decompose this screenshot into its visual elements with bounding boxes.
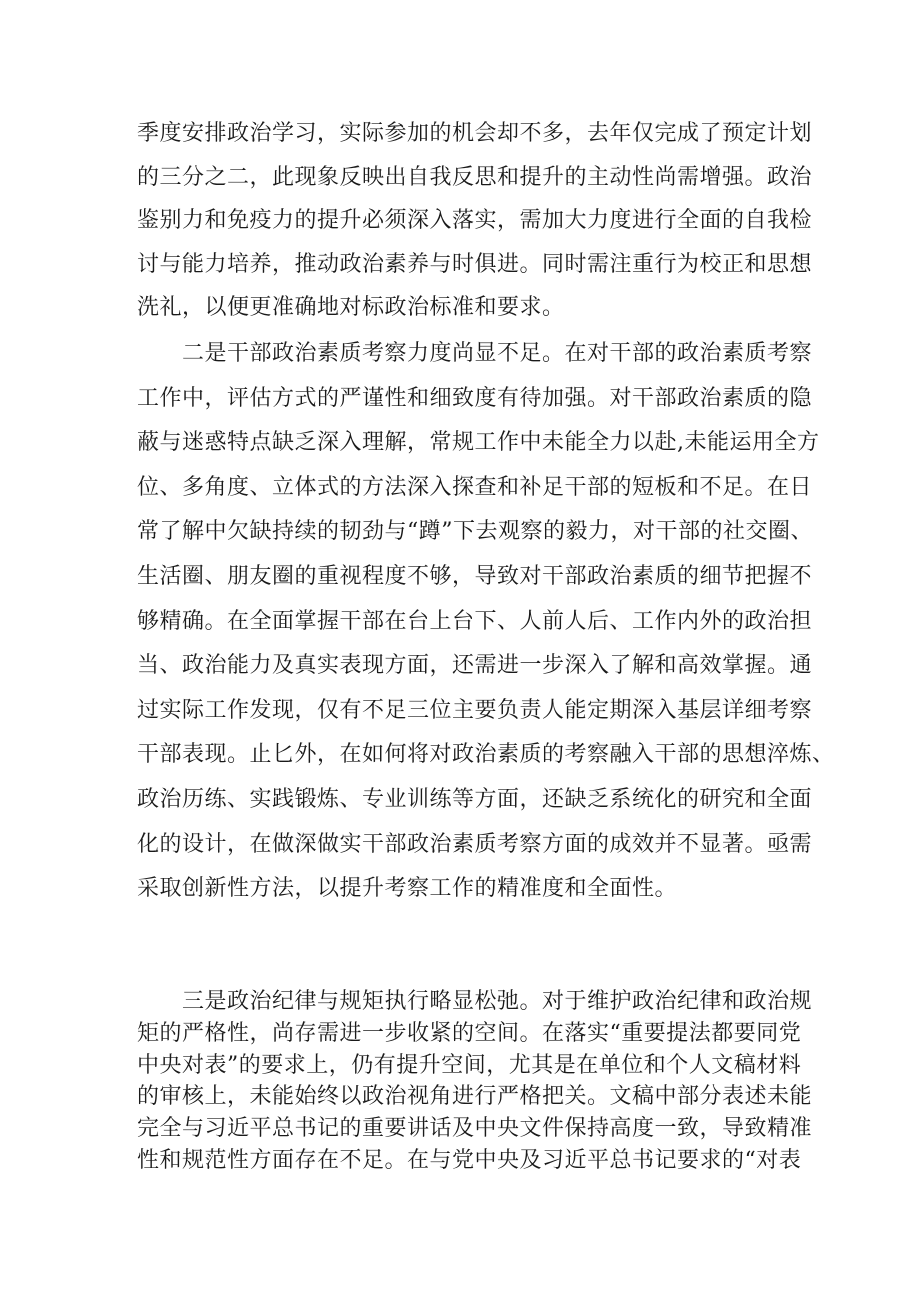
text-line: 中央对表”的要求上，仍有提升空间，尤其是在单位和个人文稿材料 (137, 1052, 802, 1078)
text-line: 生活圈、朋友圈的重视程度不够，导致对干部政治素质的细节把握不 (137, 563, 813, 589)
text-line: 完全与习近平总书记的重要讲话及中央文件保持高度一致，导致精准 (137, 1116, 813, 1142)
text-line: 性和规范性方面存在不足。在与党中央及习近平总书记要求的“对表 (137, 1147, 802, 1173)
paragraph-discipline (137, 986, 813, 1177)
text-line: 当、政治能力及真实表现方面，还需进一步深入了解和高效掌握。通 (137, 653, 813, 679)
text-line: 的审核上，未能始终以政治视角进行严格把关。文稿中部分表述未能 (137, 1084, 813, 1110)
text-line: 矩的严格性，尚存需进一步收紧的空间。在落实“重要提法都要同党 (137, 1020, 802, 1046)
text-line: 工作中，评估方式的严谨性和细致度有待加强。对干部政治素质的隐 (137, 385, 813, 411)
paragraph-cadre-inspection (137, 332, 835, 912)
text-line: 蔽与迷惑特点缺乏深入理解，常规工作中未能全力以赴,未能运用全方 (137, 430, 820, 456)
text-line: 够精确。在全面掌握干部在台上台下、人前人后、工作内外的政治担 (137, 608, 813, 634)
paragraph-continuation (137, 112, 813, 330)
text-line: 洗礼，以便更准确地对标政治标准和要求。 (137, 295, 565, 320)
text-line: 的三分之二，此现象反映出自我反思和提升的主动性尚需增强。政治 (137, 164, 813, 190)
text-line: 讨与能力培养，推动政治素养与时俱进。同时需注重行为校正和思想 (137, 251, 813, 277)
text-line: 三是政治纪律与规矩执行略显松弛。对于维护政治纪律和政治规 (137, 989, 813, 1014)
text-line: 干部表现。止匕外，在如何将对政治素质的考察融入干部的思想淬炼、 (137, 742, 835, 768)
text-line: 政治历练、实践锻炼、专业训练等方面，还缺乏系统化的研究和全面 (137, 786, 813, 812)
text-line: 位、多角度、立体式的方法深入探查和补足干部的短板和不足。在日 (137, 474, 813, 500)
text-line: 鉴别力和免疫力的提升必须深入落实，需加大力度进行全面的自我检 (137, 208, 813, 233)
text-line: 化的设计，在做深做实干部政治素质考察方面的成效并不显著。亟需 (137, 831, 813, 857)
text-line: 季度安排政治学习，实际参加的机会却不多，去年仅完成了预定计划 (137, 121, 813, 146)
text-line: 二是干部政治素质考察力度尚显不足。在对干部的政治素质考察 (137, 341, 813, 366)
text-line: 过实际工作发现，仅有不足三位主要负责人能定期深入基层详细考察 (137, 697, 813, 723)
text-line: 采取创新性方法，以提升考察工作的精准度和全面性。 (137, 876, 678, 902)
text-line: 常了解中欠缺持续的韧劲与“蹲”下去观察的毅力，对干部的社交圈、 (137, 519, 813, 545)
